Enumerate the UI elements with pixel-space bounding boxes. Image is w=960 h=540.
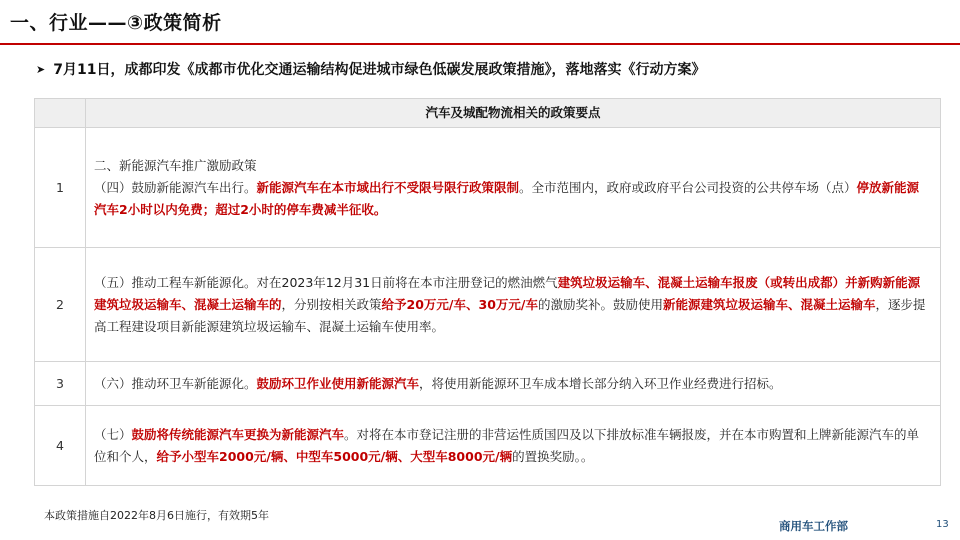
text-segment: 。对将在本市登记注册的非营运性质国四及以下排放标准车辆报废，并在本市购置和上牌新能源汽车的单位和个人， xyxy=(94,426,920,464)
highlight-segment: 给予小型车2000元/辆、中型车5000元/辆、大型车8000元/辆 xyxy=(156,448,513,464)
department-label: 商用车工作部 xyxy=(779,519,848,533)
table-row xyxy=(35,128,941,248)
text-segment: 的激励奖补。鼓励使用 xyxy=(537,296,663,312)
row-number: 4 xyxy=(35,406,86,486)
highlight-segment: 新能源建筑垃圾运输车、混凝土运输车 xyxy=(662,296,876,312)
table-header-row xyxy=(35,99,941,128)
footnote: 本政策措施自2022年8月6日施行，有效期5年 xyxy=(44,509,269,522)
policy-table xyxy=(34,98,941,486)
row-1-paragraph xyxy=(94,177,930,221)
highlight-segment: 新能源汽车在本市域出行不受限号限行政策限制 xyxy=(256,179,520,195)
subtitle-text: 7月11日，成都印发《成都市优化交通运输结构促进城市绿色低碳发展政策措施》，落地落实《行动方案》 xyxy=(53,62,706,78)
row-number: 3 xyxy=(35,362,86,406)
row-content xyxy=(86,406,941,486)
text-segment: ，分别按相关政策 xyxy=(281,296,382,312)
arrow-right-icon: ➤ xyxy=(36,62,46,76)
text-segment: 的置换奖励。。 xyxy=(512,448,594,464)
page-title: 一、行业——③政策简析 xyxy=(10,12,222,34)
text-segment: ，将使用新能源环卫车成本增长部分纳入环卫作业经费进行招标。 xyxy=(419,375,782,391)
text-segment: ，逐步提高工程建设项目新能源建筑垃圾运输车、混凝土运输车使用率。 xyxy=(94,296,926,334)
table-row xyxy=(35,248,941,362)
table-header: 汽车及城配物流相关的政策要点 xyxy=(86,99,941,128)
text-segment: （四）鼓励新能源汽车出行。 xyxy=(94,179,257,195)
text-segment: （七） xyxy=(94,426,132,442)
row-content xyxy=(86,362,941,406)
row-number: 1 xyxy=(35,128,86,248)
text-segment: （五）推动工程车新能源化。对在2023年12月31日前将在本市注册登记的燃油燃气 xyxy=(94,274,558,290)
title-divider xyxy=(0,43,960,45)
highlight-segment: 鼓励将传统能源汽车更换为新能源汽车 xyxy=(131,426,345,442)
highlight-segment: 停放新能源汽车2小时以内免费；超过2小时的停车费减半征收。 xyxy=(94,179,920,217)
row-content xyxy=(86,248,941,362)
table-row xyxy=(35,406,941,486)
row-1-heading: 二、新能源汽车推广激励政策 xyxy=(94,157,257,173)
row-content xyxy=(86,128,941,248)
highlight-segment: 建筑垃圾运输车、混凝土运输车报废（或转出成都）并新购新能源建筑垃圾运输车、混凝土运输车的 xyxy=(94,274,921,312)
header-num-cell xyxy=(35,99,86,128)
text-segment: （六）推动环卫车新能源化。 xyxy=(94,375,257,391)
title-bar xyxy=(0,0,960,44)
row-number: 2 xyxy=(35,248,86,362)
table-row xyxy=(35,362,941,406)
subtitle xyxy=(36,59,705,79)
text-segment: 。全市范围内，政府或政府平台公司投资的公共停车场（点） xyxy=(519,179,857,195)
highlight-segment: 给予20万元/车、30万元/车 xyxy=(381,296,538,312)
highlight-segment: 鼓励环卫作业使用新能源汽车 xyxy=(256,375,420,391)
page-number: 13 xyxy=(936,519,949,530)
